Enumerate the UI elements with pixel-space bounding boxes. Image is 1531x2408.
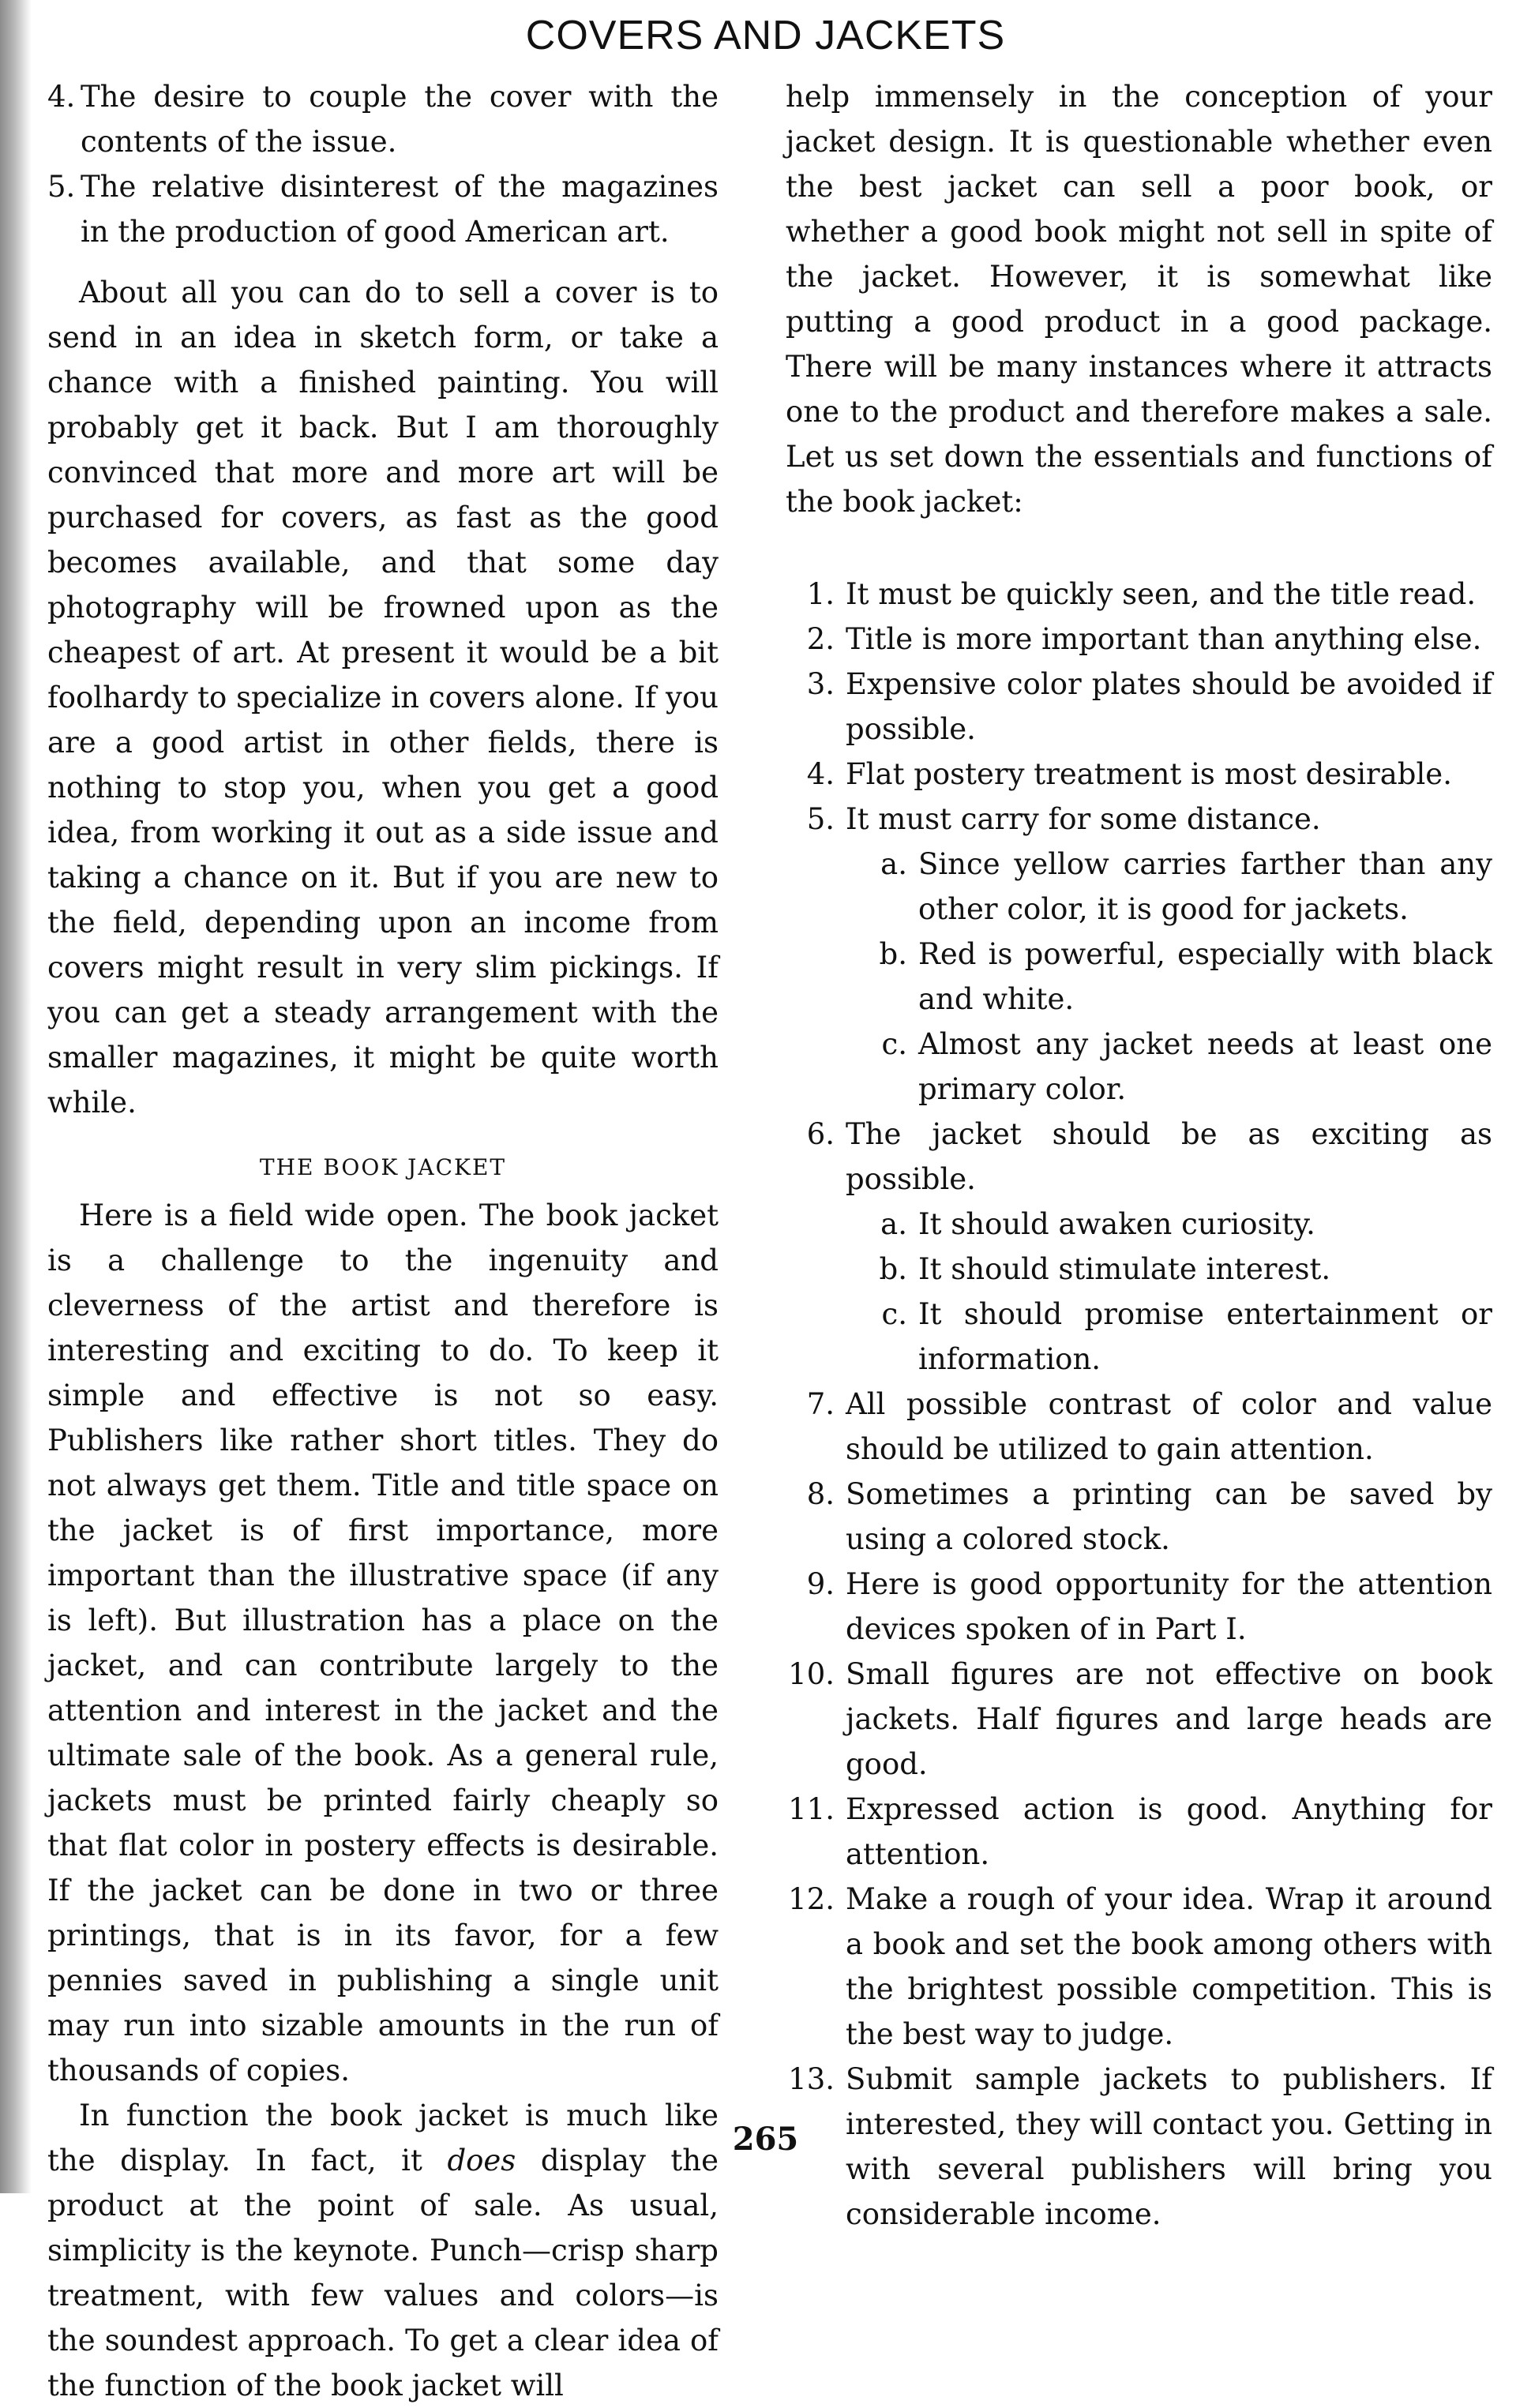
covers-paragraph: About all you can do to sell a cover is to send in an idea in sketch form, or take a chance with a finished painting. You will probably get it back. But I am thoroughly convinced that more and more art will be purchased for covers, as fast as the good becomes available, and that some day photography will be frowned upon as the cheapest of art. At present it would be a bit foolhardy to specialize in covers alone. If you are a good artist in other fields, there is nothing to stop you, when you get a good idea, from working it out as a side issue and taking a chance on it. But if you are new to the field, depending upon an income from covers might result in very slim pickings. If you can get a steady arrangement with the smaller magazines, it might be quite worth while. [47,276,719,1120]
page-number: 265 [732,2121,799,2158]
list-text: Small figures are not effective on book jackets. Half figures and large heads are good. [846,1657,1492,1781]
list-text: Red is powerful, especially with black and white. [918,937,1492,1016]
list-letter: b. [879,1252,907,1286]
list-number: 2. [806,622,835,656]
list-item [786,572,1492,617]
list-text: Flat postery treatment is most desirable. [846,757,1452,791]
list-item [786,1472,1492,1562]
left-numbered-list [47,74,719,254]
list-number: 5. [806,802,835,836]
list-text: Here is good opportunity for the attention devices spoken of in Part I. [846,1567,1492,1646]
spacer [47,254,719,270]
list-text: Almost any jacket needs at least one primary color. [918,1027,1492,1106]
list-text: It should stimulate interest. [918,1252,1331,1286]
list-text: The relative disinterest of the magazines in the production of good American art. [81,170,719,249]
list-item [786,1787,1492,1877]
list-item [786,1877,1492,2057]
continuation-paragraph: help immensely in the conception of your jacket design. It is questionable whether even the best jacket can sell a poor book, or whether a good book might not sell in spite of the jacket. However, it is somewhat like putting a good product in a good package. There will be many instances where it attracts one to the product and therefore makes a sale. Let us set down the essentials and functions of the book jacket: [786,80,1492,519]
list-text: The desire to couple the cover with the contents of the issue. [81,80,719,159]
list-item [786,1112,1492,1202]
emphasis-text: does [447,2144,516,2177]
list-item [786,1382,1492,1472]
sub-list-item [786,1022,1492,1112]
left-column [47,74,719,2408]
list-item [786,662,1492,752]
running-head: COVERS AND JACKETS [525,13,1006,58]
essentials-list [786,572,1492,2237]
list-number: 12. [788,1882,835,1916]
list-item [786,752,1492,797]
list-number: 6. [806,1117,835,1151]
right-column [786,74,1492,2237]
list-letter: a. [880,847,907,881]
list-letter: a. [880,1207,907,1241]
list-item [786,797,1492,842]
list-item [47,164,719,254]
list-text: Make a rough of your idea. Wrap it around a book and set the book among others with the brightest possible competition. This is the best way to judge. [846,1882,1492,2051]
list-text: It should awaken curiosity. [918,1207,1315,1241]
list-text: Expressed action is good. Anything for attention. [846,1792,1492,1871]
sub-list-item [786,1247,1492,1292]
list-letter: b. [879,937,907,971]
list-text: Expensive color plates should be avoided if possible. [846,667,1492,746]
paragraph-text: In function the book jacket is much like the display. In fact, it [47,2099,719,2177]
list-number: 5. [47,170,76,204]
list-number: 13. [788,2062,835,2096]
sub-list-item [786,1292,1492,1382]
list-number: 11. [788,1792,835,1826]
list-number: 3. [806,667,835,701]
list-item [786,1562,1492,1652]
list-text: It must be quickly seen, and the title read. [846,577,1477,611]
spacer [786,524,1492,572]
list-text: Submit sample jackets to publishers. If interested, they will contact you. Getting in with several publishers will bring you considerable income. [846,2062,1492,2231]
list-letter: c. [881,1297,907,1331]
list-item [786,617,1492,662]
list-text: Since yellow carries farther than any other color, it is good for jackets. [918,847,1492,926]
list-number: 9. [806,1567,835,1601]
list-item [47,74,719,164]
list-number: 7. [806,1387,835,1421]
list-number: 4. [806,757,835,791]
list-letter: c. [881,1027,907,1061]
list-text: It should promise entertainment or information. [918,1297,1492,1376]
paragraph-text: display the product at the point of sale. As usual, simplicity is the keynote. Punch—crisp sharp treatment, with few values and colors—is the soundest approach. To get a clear idea of the function of the book jacket will [47,2144,719,2402]
list-text: All possible contrast of color and value should be utilized to gain attention. [846,1387,1492,1466]
sub-list-item [786,1202,1492,1247]
sub-list-item [786,932,1492,1022]
sub-list-item [786,842,1492,932]
list-text: It must carry for some distance. [846,802,1321,836]
list-number: 4. [47,80,76,114]
list-number: 8. [806,1477,835,1511]
list-text: Sometimes a printing can be saved by using a colored stock. [846,1477,1492,1556]
list-item [786,1652,1492,1787]
list-text: The jacket should be as exciting as possible. [846,1117,1492,1196]
book-jacket-paragraph: Here is a field wide open. The book jacket is a challenge to the ingenuity and cleverness of the artist and therefore is interesting and exciting to do. To keep it simple and effective is not so easy. Publishers like rather short titles. They do not always get them. Title and title space on the jacket is of first importance, more important than the illustrative space (if any is left). But illustration has a place on the jacket, and can contribute largely to the attention and interest in the jacket and the ultimate sale of the book. As a general rule, jackets must be printed fairly cheaply so that flat color in postery effects is desirable. If the jacket can be done in two or three printings, that is in its favor, for a few pennies saved in publishing a single unit may run into sizable amounts in the run of thousands of copies. [47,1198,719,2087]
list-number: 1. [806,577,835,611]
list-number: 10. [788,1657,835,1691]
section-heading: THE BOOK JACKET [259,1154,507,1180]
list-text: Title is more important than anything else. [846,622,1482,656]
scan-gutter-shadow [0,0,32,2193]
